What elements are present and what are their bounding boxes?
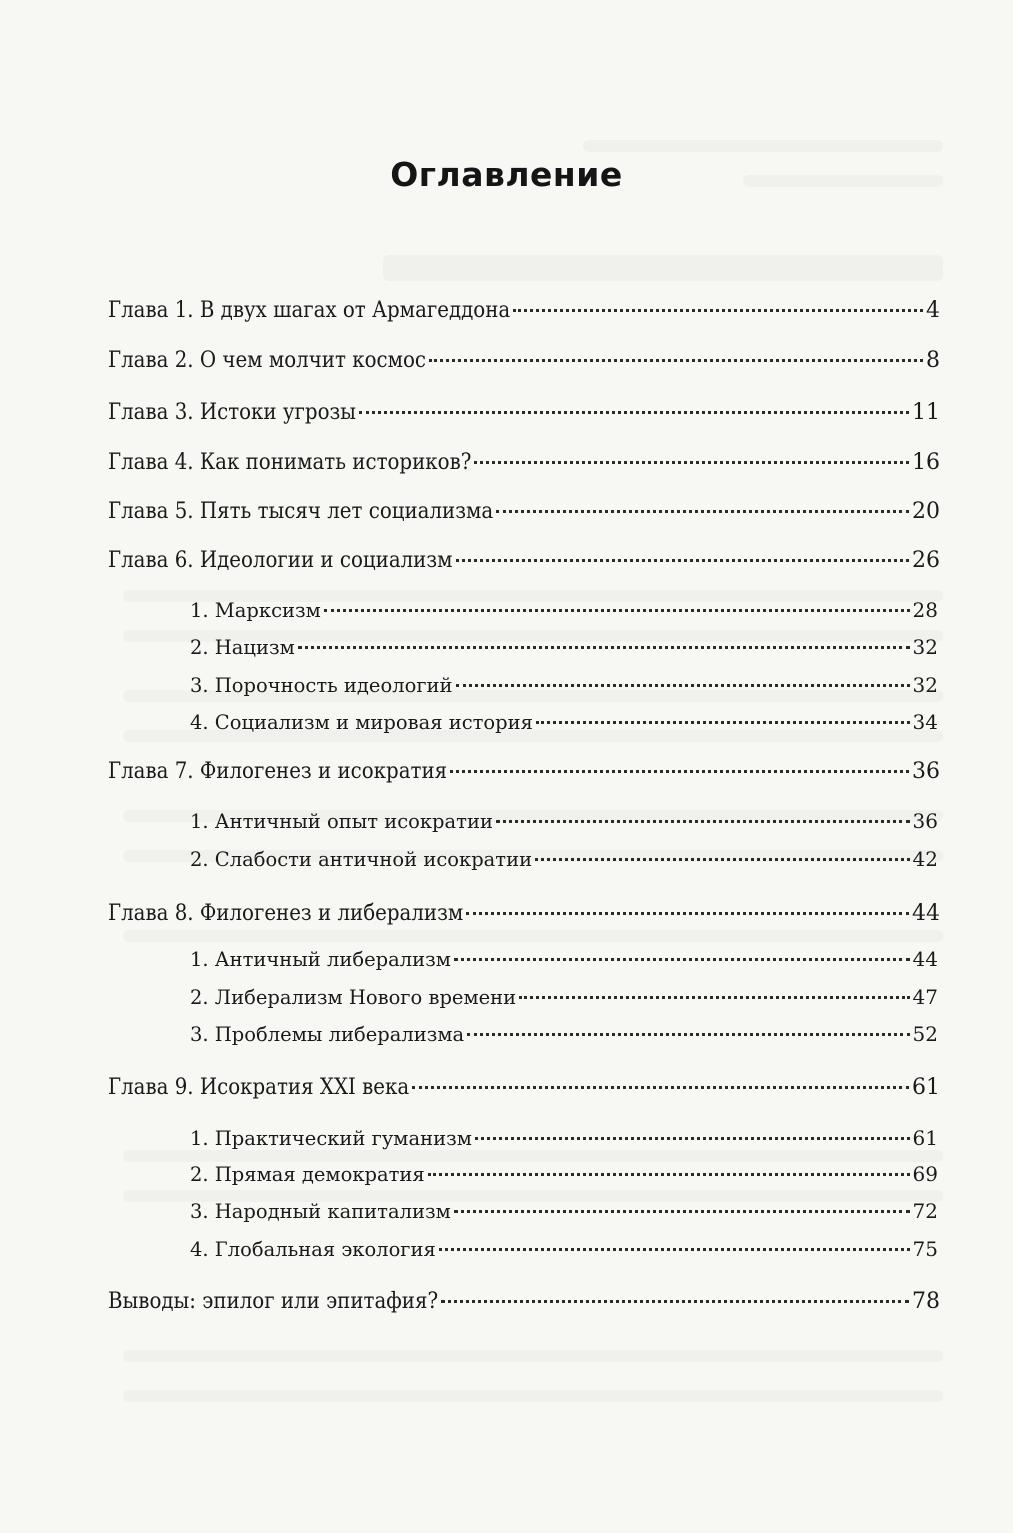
toc-page-number: 4	[926, 298, 940, 323]
toc-page-number: 16	[912, 450, 940, 475]
dot-leader	[324, 609, 910, 612]
dot-leader	[412, 1086, 909, 1089]
toc-chapter-entry	[108, 757, 940, 787]
toc-entry-label: 2. Прямая демократия	[190, 1163, 425, 1186]
toc-section-entry	[190, 844, 938, 874]
toc-page-number: 78	[912, 1289, 940, 1314]
dot-leader	[428, 1173, 910, 1176]
dot-leader	[359, 411, 909, 414]
toc-section-entry	[190, 806, 938, 836]
toc-page-number: 42	[912, 847, 938, 871]
toc-section-entry	[190, 944, 938, 974]
toc-page-number: 47	[912, 985, 938, 1009]
toc-entry-label: 2. Либерализм Нового времени	[190, 986, 517, 1009]
toc-section-entry	[190, 670, 938, 700]
toc-chapter-entry	[108, 296, 940, 326]
toc-entry-label: 4. Глобальная экология	[190, 1238, 436, 1261]
dot-leader	[474, 461, 909, 464]
toc-page-number: 26	[912, 548, 940, 573]
toc-page-number: 61	[912, 1075, 940, 1100]
toc-entry-label: 2. Слабости античной исократии	[190, 848, 533, 871]
dot-leader	[536, 721, 910, 724]
toc-entry-label: Глава 4. Как понимать историков?	[108, 450, 472, 475]
toc-section-entry	[190, 982, 938, 1012]
dot-leader	[475, 1137, 910, 1140]
toc-page-number: 20	[912, 499, 940, 524]
toc-entry-label: 2. Нацизм	[190, 636, 295, 659]
toc-chapter-entry	[108, 1287, 940, 1317]
dot-leader	[450, 770, 909, 773]
toc-entry-label: Глава 7. Филогенез и исократия	[108, 759, 448, 784]
toc-entry-label: Глава 6. Идеологии и социализм	[108, 548, 453, 573]
toc-chapter-entry	[108, 398, 940, 428]
toc-entry-label: 3. Порочность идеологий	[190, 674, 453, 697]
toc-section-entry	[190, 1019, 938, 1049]
dot-leader	[496, 820, 910, 823]
toc-page-number: 75	[912, 1237, 938, 1261]
toc-page-number: 36	[912, 809, 938, 833]
toc-page-number: 32	[912, 673, 938, 697]
toc-entry-label: Выводы: эпилог или эпитафия?	[108, 1289, 439, 1314]
toc-chapter-entry	[108, 497, 940, 527]
toc-entry-label: Глава 5. Пять тысяч лет социализма	[108, 499, 494, 524]
toc-chapter-entry	[108, 899, 940, 929]
toc-page-number: 72	[912, 1199, 938, 1223]
toc-page-number: 36	[912, 759, 940, 784]
toc-section-entry	[190, 595, 938, 625]
dot-leader	[454, 1210, 910, 1213]
dot-leader	[429, 359, 923, 362]
toc-page-number: 69	[912, 1162, 938, 1186]
toc-entry-label: 4. Социализм и мировая история	[190, 711, 533, 734]
dot-leader	[298, 646, 910, 649]
toc-page-number: 11	[912, 400, 940, 425]
toc-entry-label: 3. Проблемы либерализма	[190, 1023, 465, 1046]
toc-entry-label: 1. Античный либерализм	[190, 948, 451, 971]
toc-page-number: 34	[912, 710, 938, 734]
dot-leader	[467, 1033, 909, 1036]
dot-leader	[454, 958, 910, 961]
toc-page-number: 32	[912, 635, 938, 659]
toc-entry-label: 1. Античный опыт исократии	[190, 810, 493, 833]
dot-leader	[439, 1248, 910, 1251]
dot-leader	[535, 858, 909, 861]
toc-chapter-entry	[108, 448, 940, 478]
toc-section-entry	[190, 1123, 938, 1153]
toc-entry-label: Глава 9. Исократия XXI века	[108, 1075, 410, 1100]
toc-entry-label: Глава 1. В двух шагах от Армагеддона	[108, 298, 511, 323]
toc-entry-label: Глава 2. О чем молчит космос	[108, 348, 426, 373]
toc-page-number: 52	[912, 1022, 938, 1046]
dot-leader	[456, 684, 910, 687]
dot-leader	[513, 309, 923, 312]
toc-chapter-entry	[108, 546, 940, 576]
dot-leader	[519, 996, 909, 999]
toc-page-number: 44	[912, 947, 938, 971]
dot-leader	[441, 1300, 909, 1303]
toc-section-entry	[190, 632, 938, 662]
dot-leader	[456, 559, 909, 562]
toc-page-number: 44	[912, 901, 940, 926]
toc-section-entry	[190, 1196, 938, 1226]
toc-section-entry	[190, 1159, 938, 1189]
toc-chapter-entry	[108, 1073, 940, 1103]
toc-section-entry	[190, 1234, 938, 1264]
toc-entry-label: 3. Народный капитализм	[190, 1200, 451, 1223]
toc-entry-label: 1. Практический гуманизм	[190, 1127, 472, 1150]
toc-entry-label: Глава 3. Истоки угрозы	[108, 400, 357, 425]
toc-page-number: 28	[912, 598, 938, 622]
toc-page-number: 61	[912, 1126, 938, 1150]
dot-leader	[466, 912, 909, 915]
page-title: Оглавление	[390, 155, 623, 194]
toc-entry-label: Глава 8. Филогенез и либерализм	[108, 901, 464, 926]
toc-entry-label: 1. Марксизм	[190, 599, 321, 622]
toc-page-number: 8	[926, 348, 940, 373]
toc-section-entry	[190, 707, 938, 737]
toc-chapter-entry	[108, 346, 940, 376]
dot-leader	[496, 510, 909, 513]
